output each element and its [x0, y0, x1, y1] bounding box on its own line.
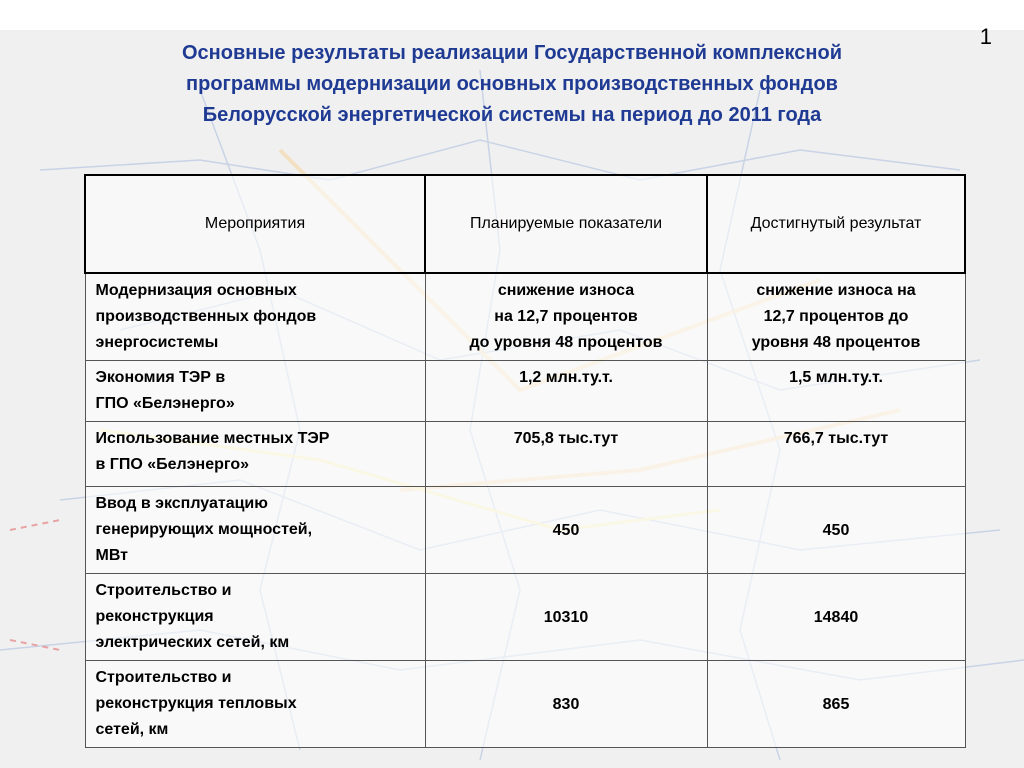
planned-cell: 450	[425, 487, 707, 574]
title-line: программы модернизации основных производственных фондов	[186, 73, 838, 95]
measure-cell	[85, 574, 425, 661]
measure-line: ГПО «Белэнерго»	[95, 395, 235, 412]
planned-line: снижение износа	[497, 282, 635, 299]
measure-cell	[85, 487, 425, 574]
achieved-cell: 1,5 млн.ту.т.	[707, 361, 965, 422]
measure-line: Экономия ТЭР в	[95, 369, 226, 386]
achieved-line: 12,7 процентов до	[763, 308, 909, 325]
planned-line: на 12,7 процентов	[494, 308, 638, 325]
measure-line: реконструкция	[95, 608, 214, 625]
achieved-cell	[707, 273, 965, 361]
page-title	[40, 38, 984, 131]
measure-line: в ГПО «Белэнерго»	[95, 456, 249, 473]
header-achieved: Достигнутый результат	[707, 175, 965, 273]
planned-cell	[425, 273, 707, 361]
measure-line: производственных фондов	[95, 308, 317, 325]
measure-cell	[85, 361, 425, 422]
header-planned: Планируемые показатели	[425, 175, 707, 273]
header-measures: Мероприятия	[85, 175, 425, 273]
measure-line: сетей, км	[95, 721, 169, 738]
measure-line: генерирующих мощностей,	[95, 521, 313, 538]
measure-line: электрических сетей, км	[95, 634, 290, 651]
measure-line: Строительство и	[95, 669, 232, 686]
achieved-cell: 865	[707, 661, 965, 748]
achieved-line: уровня 48 процентов	[751, 334, 921, 351]
measure-line: Модернизация основных	[95, 282, 297, 299]
table-row	[85, 273, 965, 361]
table-header-row	[85, 175, 965, 273]
table-row	[85, 487, 965, 574]
planned-cell: 705,8 тыс.тут	[425, 422, 707, 487]
table-row	[85, 661, 965, 748]
measure-cell	[85, 273, 425, 361]
measure-line: реконструкция тепловых	[95, 695, 297, 712]
achieved-line: снижение износа на	[756, 282, 916, 299]
achieved-cell: 14840	[707, 574, 965, 661]
achieved-cell: 766,7 тыс.тут	[707, 422, 965, 487]
title-line: Белорусской энергетической системы на период до 2011 года	[202, 104, 822, 126]
measure-line: Использование местных ТЭР	[95, 430, 330, 447]
measure-line: энергосистемы	[95, 334, 219, 351]
table-row	[85, 422, 965, 487]
title-line: Основные результаты реализации Государственной комплексной	[181, 42, 843, 64]
measure-line: МВт	[95, 547, 129, 564]
page-number: 1	[979, 24, 992, 49]
table-row	[85, 574, 965, 661]
results-table	[84, 174, 966, 748]
achieved-cell: 450	[707, 487, 965, 574]
measure-line: Ввод в эксплуатацию	[95, 495, 268, 512]
planned-cell: 830	[425, 661, 707, 748]
planned-cell: 1,2 млн.ту.т.	[425, 361, 707, 422]
measure-cell	[85, 422, 425, 487]
planned-cell: 10310	[425, 574, 707, 661]
planned-line: до уровня 48 процентов	[469, 334, 663, 351]
table-row	[85, 361, 965, 422]
measure-line: Строительство и	[95, 582, 232, 599]
measure-cell	[85, 661, 425, 748]
